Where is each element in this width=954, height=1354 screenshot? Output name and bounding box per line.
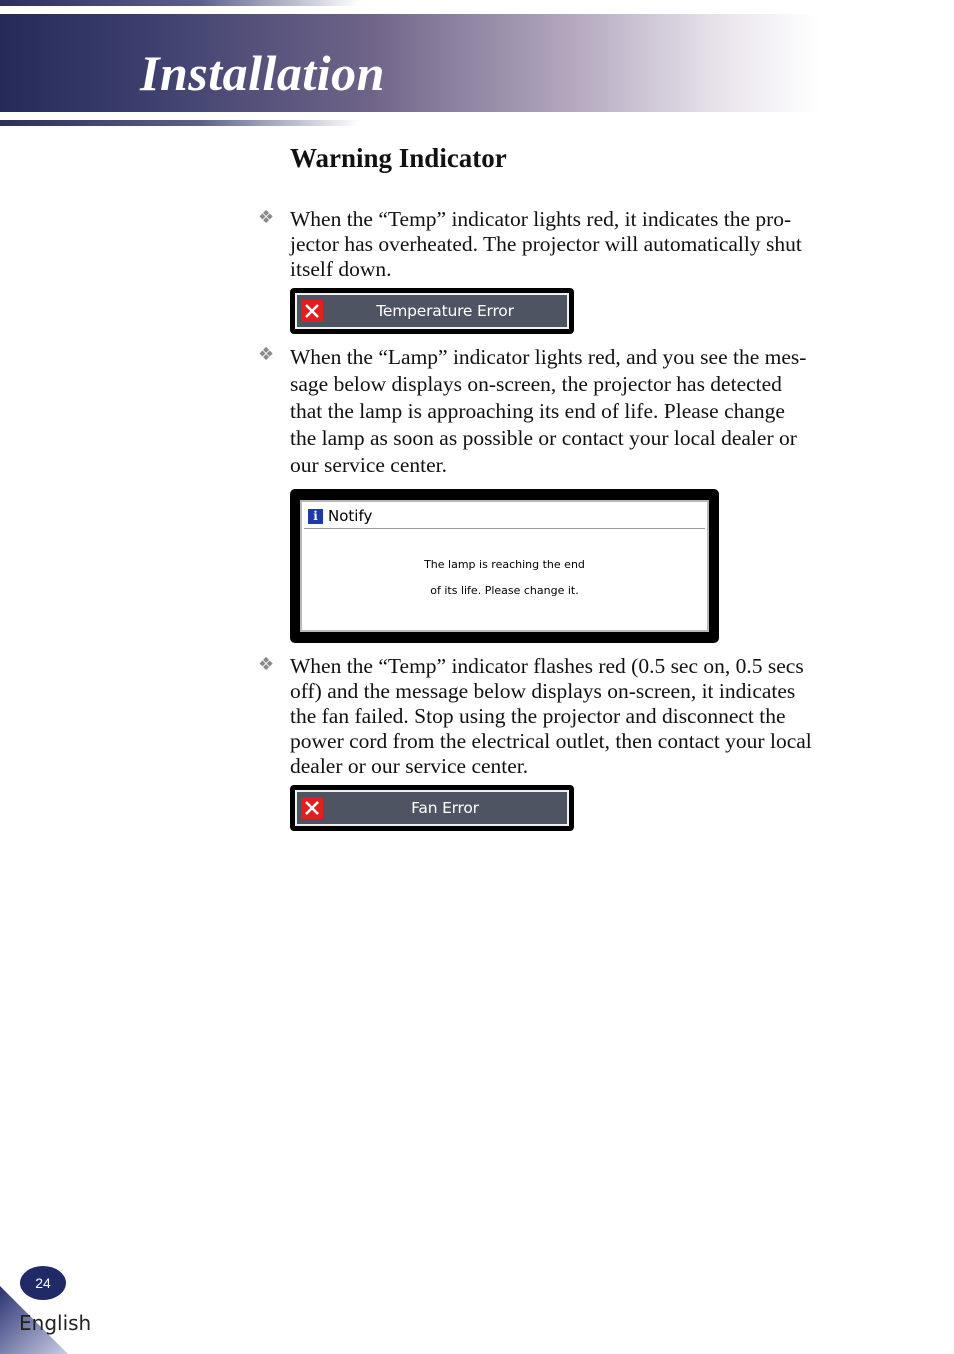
text-line: jector has overheated. The projector will automatically shut <box>290 232 802 256</box>
notify-dialog-body <box>300 500 709 632</box>
text-line: sage below displays on-screen, the projector has detected <box>290 372 782 396</box>
temperature-error-message <box>290 288 574 334</box>
header-top-rule <box>0 0 360 6</box>
text-line: power cord from the electrical outlet, then contact your local <box>290 729 812 753</box>
bullet-paragraph-temp <box>290 207 902 282</box>
diamond-bullet-icon: ❖ <box>258 654 275 675</box>
diamond-bullet-icon: ❖ <box>258 344 275 365</box>
text-line: the fan failed. Stop using the projector and disconnect the <box>290 704 786 728</box>
notify-message-line: of its life. Please change it. <box>430 584 579 597</box>
text-line: When the “Temp” indicator flashes red (0.5 sec on, 0.5 secs <box>290 654 804 678</box>
notify-title: Notify <box>328 507 373 525</box>
bullet-paragraph-lamp <box>290 344 902 479</box>
error-text: Temperature Error <box>376 302 514 320</box>
text-line: that the lamp is approaching its end of life. Please change <box>290 399 785 423</box>
notify-message-line: The lamp is reaching the end <box>424 558 585 571</box>
fan-error-message <box>290 785 574 831</box>
text-line: itself down. <box>290 257 392 281</box>
text-line: When the “Temp” indicator lights red, it indicates the pro- <box>290 207 792 231</box>
bullet-paragraph-fan <box>290 654 902 779</box>
text-line: When the “Lamp” indicator lights red, and you see the mes- <box>290 345 807 369</box>
error-inner-panel <box>295 790 569 826</box>
section-title: Warning Indicator <box>290 143 507 173</box>
text-line: the lamp as soon as possible or contact your local dealer or <box>290 426 797 450</box>
diamond-bullet-icon: ❖ <box>258 207 275 228</box>
error-text: Fan Error <box>411 799 479 817</box>
page-title: Installation <box>140 45 385 101</box>
header-band <box>0 14 820 112</box>
close-x-icon <box>301 797 323 819</box>
notify-titlebar <box>304 504 705 529</box>
text-line: our service center. <box>290 453 447 477</box>
footer-language: English <box>19 1311 92 1335</box>
close-x-icon <box>301 300 323 322</box>
text-line: off) and the message below displays on-screen, it indicates <box>290 679 796 703</box>
error-inner-panel <box>295 293 569 329</box>
page-number-badge: 24 <box>20 1266 66 1300</box>
header-bottom-rule <box>0 120 360 126</box>
text-line: dealer or our service center. <box>290 754 529 778</box>
info-icon: i <box>308 509 323 524</box>
notify-dialog <box>290 489 719 643</box>
